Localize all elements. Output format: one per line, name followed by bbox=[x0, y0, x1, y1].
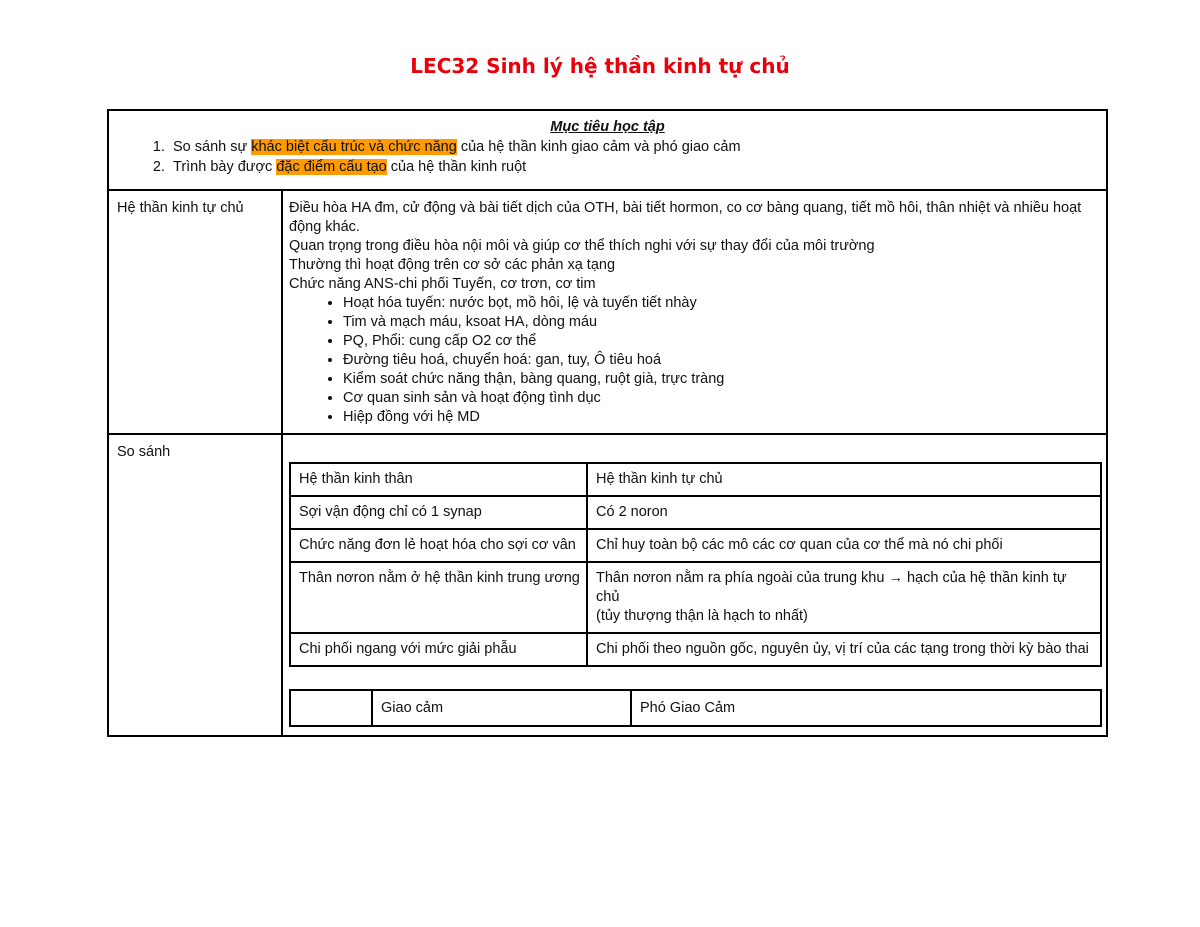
somatic-cell: Hệ thần kinh thân bbox=[290, 463, 587, 496]
compare-content-cell bbox=[282, 434, 1107, 736]
table-row bbox=[290, 463, 1101, 496]
learning-goals-list bbox=[117, 137, 1098, 177]
learning-goals-heading: Mục tiêu học tập bbox=[550, 119, 665, 135]
ans-function-item: • Hoạt hóa tuyến: nước bọt, mồ hôi, lệ và tuyến tiết nhày bbox=[343, 294, 1098, 313]
document-title: LEC32 Sinh lý hệ thần kinh tự chủ bbox=[410, 54, 790, 78]
autonomic-cell: Hệ thần kinh tự chủ bbox=[587, 463, 1101, 496]
learning-goal-item bbox=[169, 137, 1098, 157]
ans-paragraph: Chức năng ANS-chi phối Tuyến, cơ trơn, cơ tim bbox=[289, 276, 596, 292]
autonomic-cell: Chi phối theo nguồn gốc, nguyên ủy, vị trí của các tạng trong thời kỳ bào thai bbox=[587, 633, 1101, 666]
somatic-cell: Chi phối ngang với mức giải phẫu bbox=[290, 633, 587, 666]
comparison-table bbox=[289, 462, 1102, 667]
goal-text: của hệ thần kinh giao cảm và phó giao cảm bbox=[456, 139, 741, 155]
autonomic-text: Thân nơron nằm ra phía ngoài của trung khu → hạch của hệ thần kinh tự chủ bbox=[596, 570, 1067, 605]
autonomic-note: (tủy thượng thận là hạch to nhất) bbox=[596, 608, 808, 624]
table-row bbox=[290, 496, 1101, 529]
somatic-cell: Sợi vận động chỉ có 1 synap bbox=[290, 496, 587, 529]
parasympathetic-header: Phó Giao Cảm bbox=[631, 690, 1101, 726]
goal-text: Trình bày được bbox=[173, 159, 277, 175]
ans-function-item: • Tim và mạch máu, ksoat HA, dòng máu bbox=[343, 313, 1098, 332]
goal-highlight: đặc điểm cấu tạo bbox=[276, 159, 387, 175]
ans-function-item: • Cơ quan sinh sản và hoạt động tình dục bbox=[343, 389, 1098, 408]
ans-function-item: • Kiểm soát chức năng thận, bàng quang, ruột già, trực tràng bbox=[343, 370, 1098, 389]
table-row bbox=[290, 633, 1101, 666]
ans-paragraph: Thường thì hoạt động trên cơ sở các phản xạ tạng bbox=[289, 257, 616, 273]
ans-function-item: • PQ, Phổi: cung cấp O2 cơ thể bbox=[343, 332, 1098, 351]
ans-label-cell bbox=[108, 190, 282, 434]
content-table bbox=[107, 109, 1108, 737]
blank-header-cell bbox=[290, 690, 372, 726]
somatic-cell: Chức năng đơn lẻ hoạt hóa cho sợi cơ vân bbox=[290, 529, 587, 562]
goal-text: So sánh sự bbox=[173, 139, 252, 155]
learning-goal-item bbox=[169, 157, 1098, 177]
autonomic-cell bbox=[587, 562, 1101, 633]
goal-highlight: khác biệt cấu trúc và chức năng bbox=[251, 139, 457, 155]
ans-paragraph: Quan trọng trong điều hòa nội môi và giúp cơ thể thích nghi với sự thay đổi của môi trường bbox=[289, 238, 875, 254]
ans-function-item: • Đường tiêu hoá, chuyển hoá: gan, tuy, Ô tiêu hoá bbox=[343, 351, 1098, 370]
sympathetic-header: Giao cảm bbox=[372, 690, 631, 726]
learning-goals-cell bbox=[108, 110, 1107, 190]
autonomic-cell: Có 2 noron bbox=[587, 496, 1101, 529]
ans-label: Hệ thần kinh tự chủ bbox=[117, 200, 244, 216]
compare-label-cell bbox=[108, 434, 282, 736]
sympathetic-comparison-table bbox=[289, 689, 1102, 727]
compare-label: So sánh bbox=[117, 444, 171, 460]
ans-content-cell bbox=[282, 190, 1107, 434]
table-row bbox=[290, 690, 1101, 726]
goal-text: của hệ thần kinh ruột bbox=[386, 159, 527, 175]
table-row bbox=[290, 529, 1101, 562]
ans-paragraph: Điều hòa HA đm, cử động và bài tiết dịch của OTH, bài tiết hormon, co cơ bàng quang, tiết mồ hôi, thân nhiệt và nhiều hoạt động khác. bbox=[289, 200, 1082, 235]
autonomic-cell: Chỉ huy toàn bộ các mô các cơ quan của cơ thể mà nó chi phối bbox=[587, 529, 1101, 562]
ans-function-list bbox=[289, 294, 1098, 427]
somatic-cell: Thân nơron nằm ở hệ thần kinh trung ương bbox=[290, 562, 587, 633]
table-row bbox=[290, 562, 1101, 633]
ans-function-item: • Hiệp đồng với hệ MD bbox=[343, 408, 1098, 427]
